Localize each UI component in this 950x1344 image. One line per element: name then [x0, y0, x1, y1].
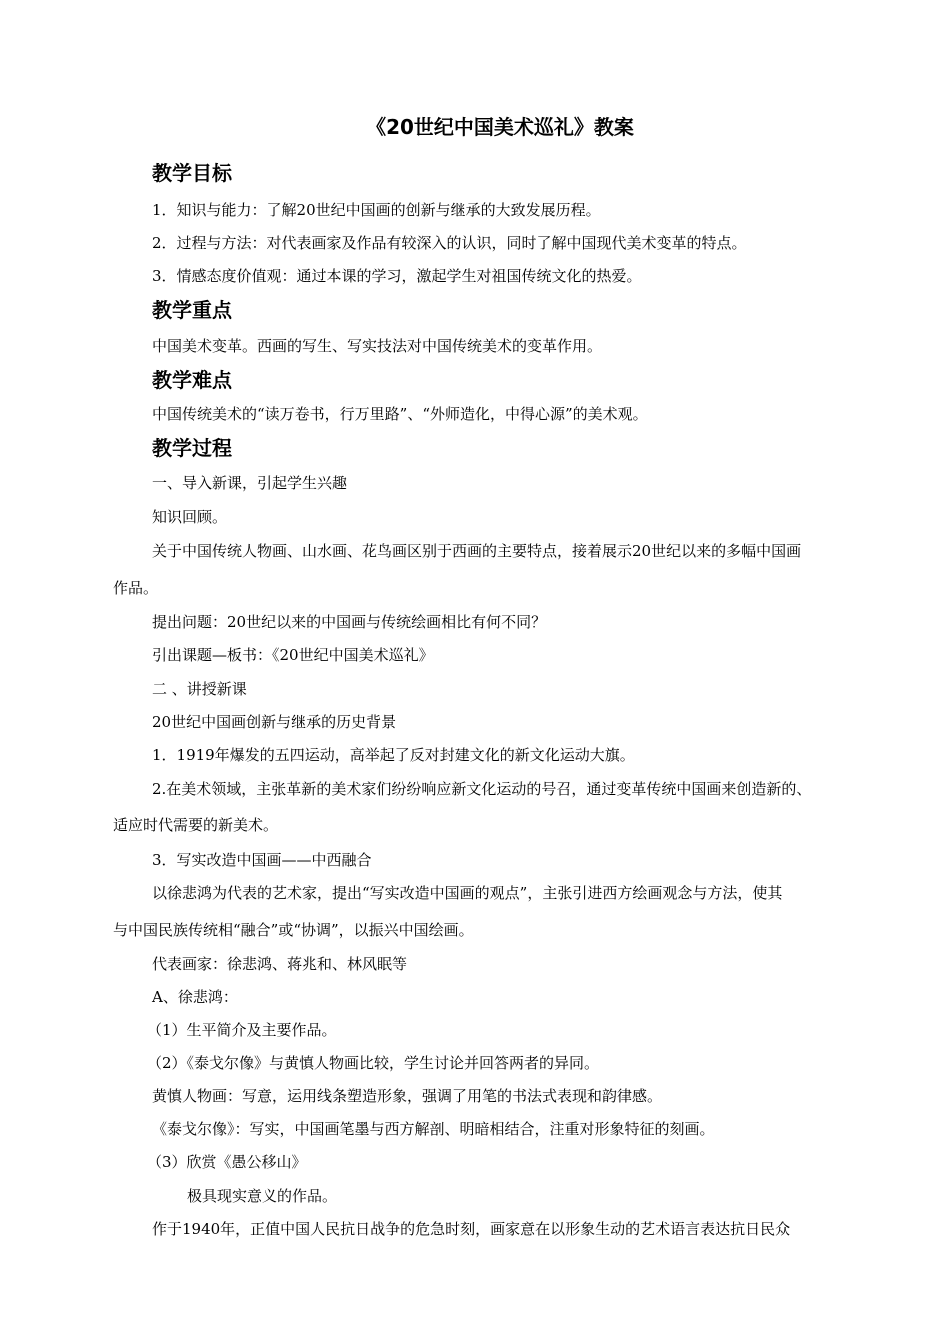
- process-line: 代表画家：徐悲鸿、蒋兆和、林风眠等: [152, 955, 408, 973]
- goal-item: 2．过程与方法：对代表画家及作品有较深入的认识，同时了解中国现代美术变革的特点。: [152, 234, 747, 252]
- page-title-text: 《20世纪中国美术巡礼》教案: [366, 115, 634, 139]
- process-line: 关于中国传统人物画、山水画、花鸟画区别于西画的主要特点，接着展示20世纪以来的多幅中国画: [152, 542, 802, 560]
- process-line: 以徐悲鸿为代表的艺术家，提出“写实改造中国画的观点”，主张引进西方绘画观念与方法，使其: [152, 884, 783, 902]
- page-title: [0, 114, 950, 140]
- key-points-text: 中国美术变革。西画的写生、写实技法对中国传统美术的变革作用。: [152, 337, 603, 355]
- process-line: 适应时代需要的新美术。: [113, 816, 279, 834]
- process-line: 《泰戈尔像》：写实，中国画笔墨与西方解剖、明暗相结合，注重对形象特征的刻画。: [152, 1120, 715, 1138]
- difficult-points-text: 中国传统美术的“读万卷书，行万里路”、“外师造化，中得心源”的美术观。: [152, 405, 648, 423]
- process-line: 引出课题—板书：《20世纪中国美术巡礼》: [152, 646, 434, 664]
- process-line: 提出问题：20世纪以来的中国画与传统绘画相比有何不同？: [152, 613, 547, 631]
- process-line: 与中国民族传统相“融合”或“协调”，以振兴中国绘画。: [113, 921, 474, 939]
- process-line: A、徐悲鸿：: [152, 988, 238, 1006]
- process-line: （3）欣赏《愚公移山》: [147, 1153, 307, 1171]
- process-line: 3．写实改造中国画——中西融合: [152, 851, 372, 869]
- process-line: 2.在美术领域，主张革新的美术家们纷纷响应新文化运动的号召，通过变革传统中国画来创造新的、: [152, 780, 812, 798]
- key-points-heading: 教学重点: [152, 298, 232, 322]
- process-line: 黄慎人物画：写意，运用线条塑造形象，强调了用笔的书法式表现和韵律感。: [152, 1087, 663, 1105]
- process-line: 作于1940年，正值中国人民抗日战争的危急时刻，画家意在以形象生动的艺术语言表达抗日民众: [152, 1220, 791, 1238]
- goal-item: 1．知识与能力：了解20世纪中国画的创新与继承的大致发展历程。: [152, 201, 601, 219]
- difficult-points-heading: 教学难点: [152, 368, 232, 392]
- process-line: 一、导入新课，引起学生兴趣: [152, 474, 348, 492]
- goals-heading: 教学目标: [152, 161, 232, 185]
- process-line: （2）《泰戈尔像》与黄慎人物画比较，学生讨论并回答两者的异同。: [147, 1054, 600, 1072]
- process-line: 20世纪中国画创新与继承的历史背景: [152, 713, 397, 731]
- process-line: 1．1919年爆发的五四运动，高举起了反对封建文化的新文化运动大旗。: [152, 746, 635, 764]
- goal-item: 3．情感态度价值观：通过本课的学习，激起学生对祖国传统文化的热爱。: [152, 267, 642, 285]
- process-line: 知识回顾。: [152, 508, 228, 526]
- process-line: 极具现实意义的作品。: [187, 1187, 338, 1205]
- process-line: 作品。: [113, 579, 159, 597]
- process-heading: 教学过程: [152, 436, 232, 460]
- process-line: （1）生平简介及主要作品。: [147, 1021, 337, 1039]
- process-line: 二 、讲授新课: [152, 680, 247, 698]
